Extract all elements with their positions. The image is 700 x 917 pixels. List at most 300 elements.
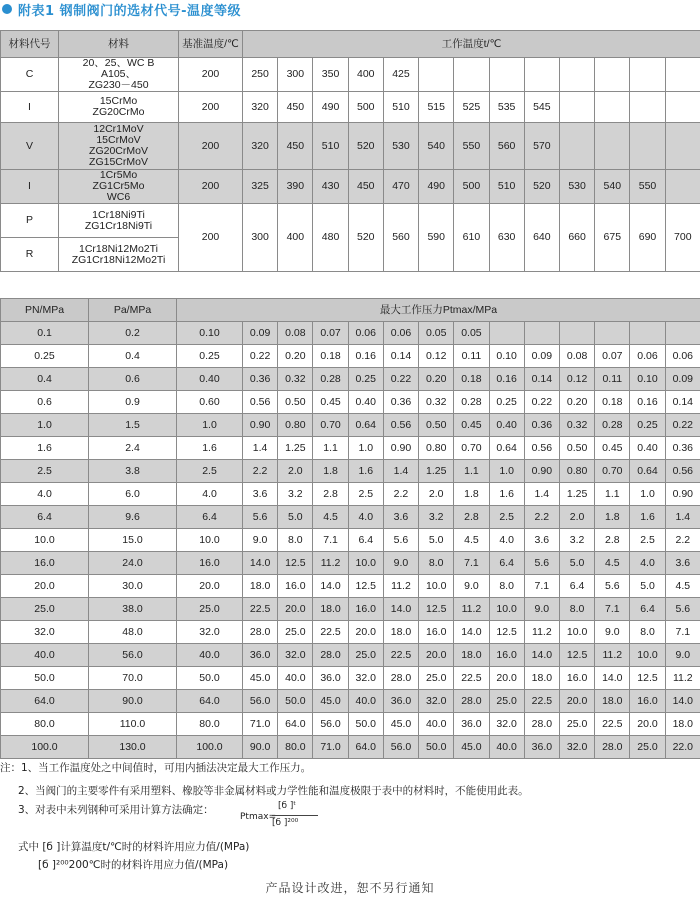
pressure-cell: 18.0 [595,690,630,713]
material-line: 15CrMoV [96,134,141,146]
material-code-cell: C [1,58,59,92]
pressure-cell: 8.0 [630,621,665,644]
pressure-cell: 10.0 [419,575,454,598]
formula-denominator: [б ]²⁰⁰ [272,818,299,828]
pa-cell: 110.0 [89,713,177,736]
pressure-cell: 22.5 [313,621,348,644]
pressure-cell: 0.09 [243,322,278,345]
pressure-cell: 1.6 [489,483,524,506]
pressure-cell: 36.0 [454,713,489,736]
pressure-cell: 1.4 [524,483,559,506]
pressure-cell: 16.0 [559,667,594,690]
temp-cell [630,92,665,123]
temp-cell: 540 [419,123,454,170]
pressure-cell: 0.05 [454,322,489,345]
temp-cell: 390 [278,170,313,204]
pressure-cell: 0.10 [177,322,243,345]
pn-cell: 0.25 [1,345,89,368]
pressure-cell: 25.0 [348,644,383,667]
material-line: WC6 [106,191,131,203]
pressure-cell: 16.0 [419,621,454,644]
pressure-cell: 0.14 [524,368,559,391]
material-line: 1Cr18Ni12Mo2Ti [79,242,158,255]
pressure-cell: 64.0 [348,736,383,759]
pressure-cell: 1.6 [177,437,243,460]
temp-cell: 450 [348,170,383,204]
table-row [1,123,700,170]
pn-cell: 32.0 [1,621,89,644]
pressure-cell: 5.0 [278,506,313,529]
material-line: ZG20CrMoV [89,145,148,157]
material-line: 1Cr18Ni9Ti [92,208,145,221]
pressure-cell: 16.0 [177,552,243,575]
pressure-cell: 20.0 [630,713,665,736]
pressure-cell: 0.25 [177,345,243,368]
temp-cell: 300 [278,58,313,92]
pressure-cell: 7.1 [524,575,559,598]
table-row [1,437,700,460]
temp-cell: 545 [524,92,559,123]
pressure-cell: 20.0 [278,598,313,621]
pressure-cell: 5.0 [630,575,665,598]
material-line: ZG1Cr18Ni9Ti [84,219,153,232]
pressure-cell: 14.0 [243,552,278,575]
table-header-row [1,299,700,322]
pressure-cell: 64.0 [177,690,243,713]
table-row [1,506,700,529]
pressure-cell: 0.25 [630,414,665,437]
pressure-cell: 2.5 [489,506,524,529]
temp-cell: 560 [489,123,524,170]
pressure-cell: 11.2 [595,644,630,667]
pressure-cell: 0.22 [665,414,700,437]
pn-cell: 6.4 [1,506,89,529]
pressure-cell: 100.0 [177,736,243,759]
pressure-cell: 7.1 [665,621,700,644]
table-row [1,204,700,238]
temp-cell: 530 [383,123,418,170]
pressure-cell: 18.0 [383,621,418,644]
table-row [1,368,700,391]
pressure-cell: 0.70 [454,437,489,460]
temp-cell: 400 [348,58,383,92]
table-row [1,552,700,575]
pressure-cell: 1.4 [243,437,278,460]
pressure-cell: 0.07 [595,345,630,368]
material-line: 15CrMo [99,95,138,107]
temp-cell [630,58,665,92]
table-row [1,644,700,667]
temp-cell: 520 [348,204,383,272]
material-code-cell: I [1,92,59,123]
pressure-cell: 36.0 [524,736,559,759]
pressure-cell: 1.0 [489,460,524,483]
pressure-cell: 0.32 [278,368,313,391]
pressure-cell: 7.1 [454,552,489,575]
pressure-cell: 0.12 [559,368,594,391]
temp-cell: 490 [419,170,454,204]
pressure-cell: 0.10 [630,368,665,391]
pressure-cell: 45.0 [313,690,348,713]
temp-cell: 500 [348,92,383,123]
pressure-cell: 14.0 [313,575,348,598]
temp-cell: 510 [313,123,348,170]
pressure-cell: 0.36 [665,437,700,460]
pressure-cell: 1.25 [559,483,594,506]
table-row [1,667,700,690]
pressure-cell: 0.45 [595,437,630,460]
table-row [1,529,700,552]
pressure-cell: 0.09 [524,345,559,368]
temp-cell: 430 [313,170,348,204]
header-cell: 最大工作压力Ptmax/MPa [177,299,700,322]
temp-cell: 480 [313,204,348,272]
temp-cell: 500 [454,170,489,204]
pressure-cell: 0.50 [278,391,313,414]
temp-cell [524,58,559,92]
pn-cell: 2.5 [1,460,89,483]
material-code-cell: V [1,123,59,170]
table-row [1,575,700,598]
pressure-cell: 32.0 [419,690,454,713]
temp-cell [489,58,524,92]
pressure-cell: 5.6 [524,552,559,575]
pn-cell: 10.0 [1,529,89,552]
material-code-cell: P [1,204,59,238]
pressure-cell: 10.0 [348,552,383,575]
pressure-cell: 0.20 [419,368,454,391]
pressure-cell: 80.0 [278,736,313,759]
temp-cell: 535 [489,92,524,123]
temp-cell: 300 [243,204,278,272]
pressure-cell: 64.0 [278,713,313,736]
table-row [1,483,700,506]
pressure-cell: 5.6 [595,575,630,598]
temp-cell: 490 [313,92,348,123]
pressure-cell: 1.4 [665,506,700,529]
pn-cell: 0.1 [1,322,89,345]
pressure-cell: 0.56 [243,391,278,414]
pa-cell: 48.0 [89,621,177,644]
pressure-cell: 6.4 [348,529,383,552]
pressure-cell: 1.1 [454,460,489,483]
pressure-cell: 3.6 [524,529,559,552]
pressure-cell: 4.0 [630,552,665,575]
temp-cell [665,92,700,123]
pressure-cell: 25.0 [559,713,594,736]
pressure-cell: 56.0 [383,736,418,759]
material-line: A105、 [100,68,137,80]
pressure-cell: 3.2 [278,483,313,506]
pressure-cell: 0.45 [313,391,348,414]
pressure-cell: 45.0 [454,736,489,759]
formula-divider [272,815,318,816]
pressure-cell: 10.0 [489,598,524,621]
temp-cell [559,123,594,170]
pressure-cell: 1.8 [595,506,630,529]
pressure-cell: 0.64 [630,460,665,483]
pressure-cell: 18.0 [454,644,489,667]
temp-cell: 510 [383,92,418,123]
pressure-cell: 3.6 [383,506,418,529]
header-cell: 材料 [59,31,179,58]
pressure-cell: 14.0 [595,667,630,690]
pressure-cell: 8.0 [489,575,524,598]
material-cell [59,92,179,123]
pressure-cell: 9.0 [595,621,630,644]
pressure-cell: 0.08 [559,345,594,368]
pressure-cell: 1.1 [313,437,348,460]
pressure-cell: 12.5 [348,575,383,598]
pressure-cell: 22.5 [524,690,559,713]
pa-cell: 56.0 [89,644,177,667]
temp-cell [595,58,630,92]
pressure-cell: 0.36 [243,368,278,391]
table-row [1,391,700,414]
pressure-cell: 0.80 [559,460,594,483]
pressure-cell: 1.25 [419,460,454,483]
pressure-cell: 20.0 [348,621,383,644]
pressure-cell: 20.0 [559,690,594,713]
temp-cell [665,58,700,92]
material-line: 12Cr1MoV [93,123,144,135]
pressure-cell: 14.0 [524,644,559,667]
pressure-cell: 2.5 [348,483,383,506]
pressure-cell: 12.5 [419,598,454,621]
pressure-cell: 0.64 [348,414,383,437]
temp-cell: 400 [278,204,313,272]
pa-cell: 90.0 [89,690,177,713]
pressure-cell: 3.2 [559,529,594,552]
pressure-cell: 0.28 [313,368,348,391]
pressure-cell [630,322,665,345]
pressure-cell: 50.0 [348,713,383,736]
pn-cell: 80.0 [1,713,89,736]
pressure-cell: 18.0 [243,575,278,598]
pa-cell: 0.4 [89,345,177,368]
pressure-cell: 0.12 [419,345,454,368]
pressure-cell: 0.14 [383,345,418,368]
material-code-cell: R [1,238,59,272]
bullet-icon [2,4,12,14]
temp-cell: 590 [419,204,454,272]
temp-cell: 550 [630,170,665,204]
header-cell: Pa/MPa [89,299,177,322]
pressure-cell: 0.90 [524,460,559,483]
material-line: ZG230－450 [88,79,149,91]
pressure-cell: 3.6 [665,552,700,575]
pressure-cell: 2.5 [177,460,243,483]
pressure-cell: 0.64 [489,437,524,460]
note-3: 3、对表中未列钢种可采用计算方法确定： [18,804,214,816]
pressure-cell: 1.6 [630,506,665,529]
material-line: ZG20CrMo [92,106,145,118]
pressure-cell: 1.1 [595,483,630,506]
pressure-cell: 4.5 [595,552,630,575]
temp-cell [665,123,700,170]
temp-cell [559,58,594,92]
pressure-cell: 6.4 [559,575,594,598]
pressure-cell: 1.4 [383,460,418,483]
pressure-table [0,298,700,759]
pn-cell: 100.0 [1,736,89,759]
pressure-cell: 50.0 [177,667,243,690]
pressure-cell: 80.0 [177,713,243,736]
temp-cell: 640 [524,204,559,272]
pressure-cell: 2.0 [419,483,454,506]
pressure-cell: 0.70 [313,414,348,437]
pressure-cell: 0.40 [177,368,243,391]
pa-cell: 30.0 [89,575,177,598]
pn-cell: 25.0 [1,598,89,621]
material-line: 20、25、WC B [82,57,155,69]
pressure-cell: 8.0 [278,529,313,552]
pressure-cell: 28.0 [243,621,278,644]
pressure-cell: 22.5 [454,667,489,690]
pressure-cell: 0.40 [630,437,665,460]
material-line: ZG1Cr5Mo [92,180,145,192]
pressure-cell: 18.0 [524,667,559,690]
formula-lhs: Ptmax= [240,812,277,822]
pressure-cell: 5.6 [665,598,700,621]
pressure-cell: 0.09 [665,368,700,391]
pressure-cell: 0.11 [595,368,630,391]
pressure-cell: 11.2 [383,575,418,598]
pressure-cell [524,322,559,345]
pressure-cell: 10.0 [630,644,665,667]
pressure-cell: 0.40 [348,391,383,414]
base-temp-cell: 200 [179,123,243,170]
pn-cell: 1.0 [1,414,89,437]
pressure-cell: 0.06 [383,322,418,345]
pressure-cell: 2.8 [454,506,489,529]
pressure-cell: 4.0 [348,506,383,529]
pn-cell: 0.4 [1,368,89,391]
pressure-cell: 2.2 [524,506,559,529]
pressure-cell: 6.4 [489,552,524,575]
pressure-cell: 0.22 [243,345,278,368]
temp-cell [419,58,454,92]
pressure-cell: 71.0 [313,736,348,759]
pa-cell: 0.9 [89,391,177,414]
pressure-cell: 0.10 [489,345,524,368]
pressure-cell: 0.22 [383,368,418,391]
pressure-cell: 9.0 [665,644,700,667]
pn-cell: 1.6 [1,437,89,460]
pressure-cell: 0.50 [559,437,594,460]
temp-cell: 520 [348,123,383,170]
pressure-cell: 0.25 [348,368,383,391]
pressure-cell: 0.28 [595,414,630,437]
table-row [1,690,700,713]
pressure-cell: 0.56 [524,437,559,460]
temp-cell: 350 [313,58,348,92]
pressure-cell: 36.0 [383,690,418,713]
pressure-cell: 25.0 [489,690,524,713]
pressure-cell: 11.2 [454,598,489,621]
material-line: 1Cr5Mo [99,169,138,181]
table-header-row [1,31,700,58]
temp-cell: 560 [383,204,418,272]
pressure-cell: 2.0 [278,460,313,483]
table-row [1,58,700,92]
pressure-cell: 0.08 [278,322,313,345]
pressure-cell: 0.90 [243,414,278,437]
pressure-cell: 0.16 [489,368,524,391]
pn-cell: 40.0 [1,644,89,667]
pressure-cell: 1.0 [177,414,243,437]
pressure-cell: 12.5 [278,552,313,575]
pressure-cell: 0.07 [313,322,348,345]
pressure-cell: 28.0 [524,713,559,736]
pressure-cell: 40.0 [489,736,524,759]
pressure-cell: 22.5 [243,598,278,621]
pressure-cell: 12.5 [559,644,594,667]
pressure-cell: 16.0 [489,644,524,667]
pressure-cell: 2.2 [665,529,700,552]
pressure-cell: 3.6 [243,483,278,506]
pressure-cell: 20.0 [489,667,524,690]
pressure-cell [595,322,630,345]
base-temp-cell: 200 [179,204,243,272]
pressure-cell: 0.90 [665,483,700,506]
temp-cell: 320 [243,123,278,170]
note-5: [б ]²⁰⁰200℃时的材料许用应力值/(MPa) [38,859,229,871]
pressure-cell: 8.0 [419,552,454,575]
pa-cell: 130.0 [89,736,177,759]
pressure-cell: 56.0 [243,690,278,713]
table-row [1,170,700,204]
pa-cell: 1.5 [89,414,177,437]
pressure-cell: 0.40 [489,414,524,437]
pressure-cell: 10.0 [559,621,594,644]
pressure-cell: 2.5 [630,529,665,552]
pressure-cell: 22.5 [595,713,630,736]
material-line: ZG1Cr18Ni12Mo2Ti [71,253,166,266]
pressure-cell: 28.0 [383,667,418,690]
formula-numerator: [б ]ᵗ [278,801,297,811]
pressure-cell: 0.11 [454,345,489,368]
footer-note: 产品设计改进，恕不另行通知 [265,881,435,895]
pressure-cell: 10.0 [177,529,243,552]
base-temp-cell: 200 [179,170,243,204]
pressure-cell: 50.0 [419,736,454,759]
pressure-cell: 2.2 [243,460,278,483]
pa-cell: 6.0 [89,483,177,506]
pressure-cell: 1.8 [313,460,348,483]
table-row [1,92,700,123]
temp-cell: 630 [489,204,524,272]
pressure-cell: 0.90 [383,437,418,460]
pressure-cell: 0.70 [595,460,630,483]
pressure-cell: 0.28 [454,391,489,414]
pressure-cell: 40.0 [177,644,243,667]
pressure-cell: 0.80 [419,437,454,460]
table-row [1,460,700,483]
pressure-cell: 1.0 [630,483,665,506]
pressure-cell: 0.80 [278,414,313,437]
pa-cell: 2.4 [89,437,177,460]
pressure-cell: 0.16 [348,345,383,368]
pa-cell: 9.6 [89,506,177,529]
base-temp-cell: 200 [179,92,243,123]
pressure-cell: 0.06 [348,322,383,345]
pa-cell: 38.0 [89,598,177,621]
pressure-cell: 28.0 [313,644,348,667]
temp-cell: 470 [383,170,418,204]
temp-cell: 675 [595,204,630,272]
note-1: 注：1、当工作温度处之中间值时，可用内插法决定最大工作压力。 [0,762,312,774]
